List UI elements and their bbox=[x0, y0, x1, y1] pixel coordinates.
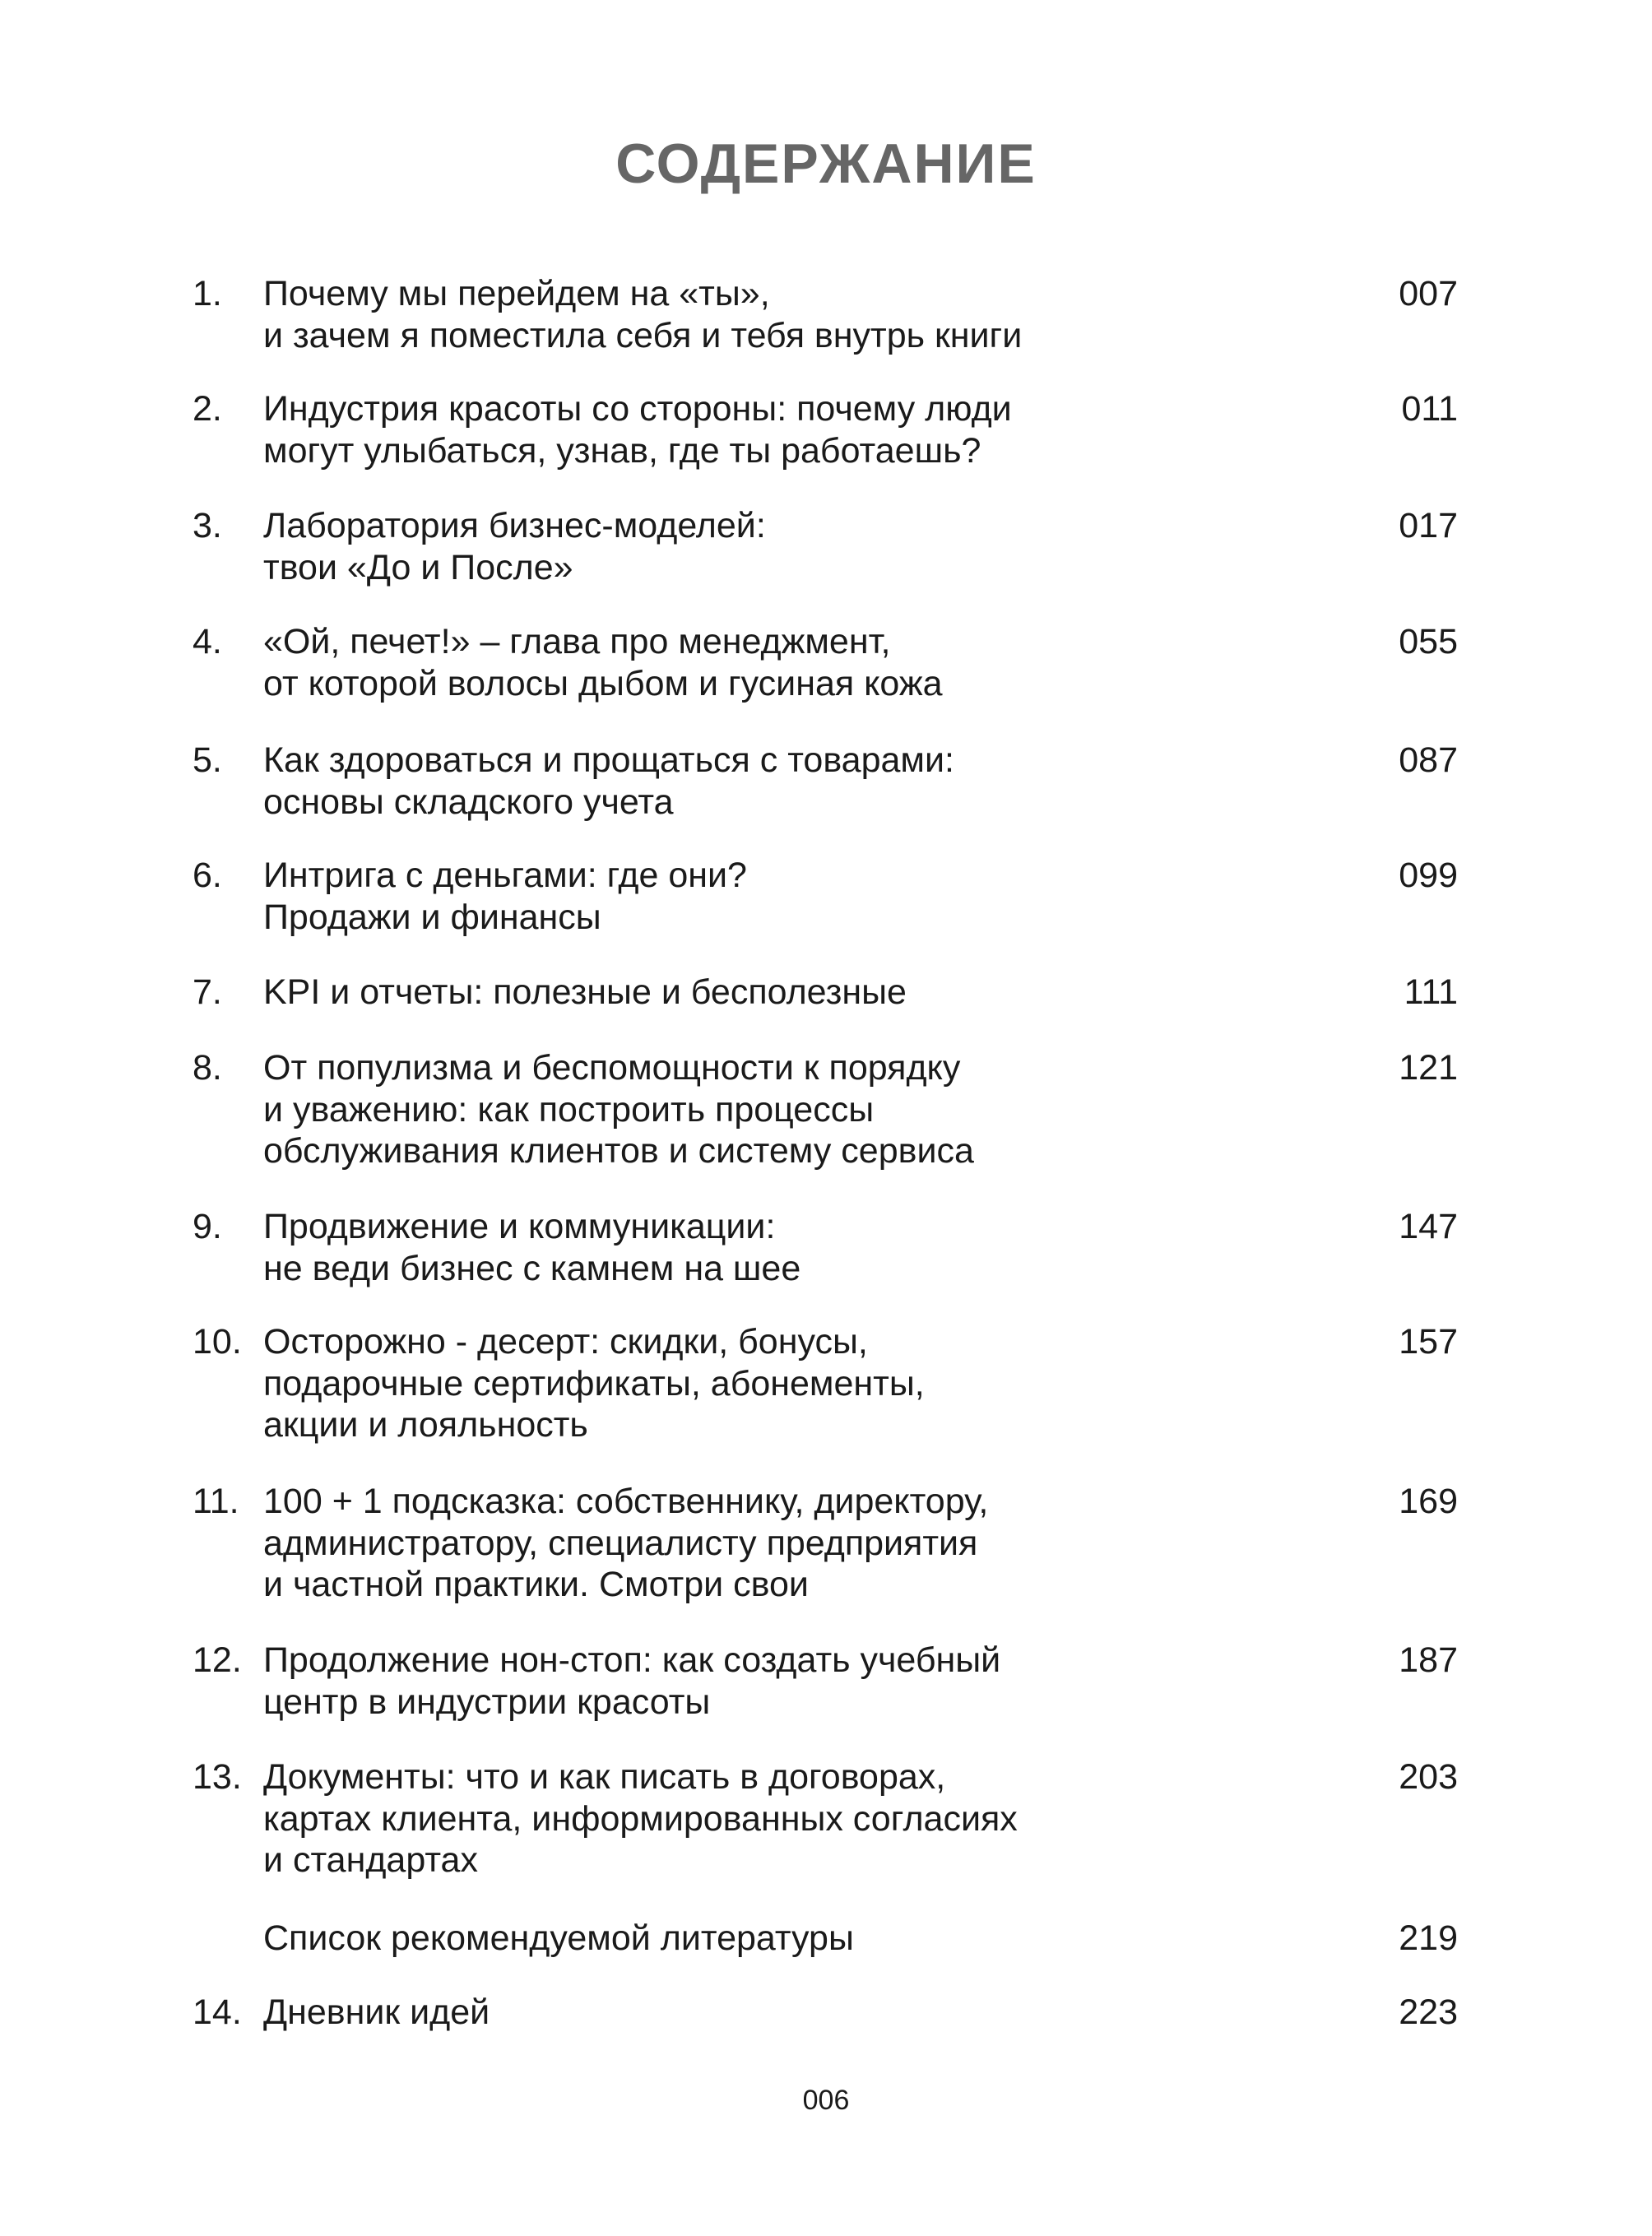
chapter-number: 6. bbox=[193, 856, 222, 895]
chapter-title bbox=[263, 1918, 1292, 1960]
chapter-title bbox=[263, 1992, 1292, 2034]
chapter-title bbox=[263, 740, 1292, 823]
chapter-title-line: и уважению: как построить процессы bbox=[263, 1089, 875, 1130]
chapter-title-line: от которой волосы дыбом и гусиная кожа bbox=[263, 663, 943, 703]
chapter-title bbox=[263, 388, 1292, 471]
chapter-page-number: 147 bbox=[1399, 1207, 1458, 1246]
chapter-title-line: KPI и отчеты: полезные и бесполезные bbox=[263, 972, 907, 1012]
chapter-page-number: 017 bbox=[1399, 506, 1458, 545]
chapter-number: 13. bbox=[193, 1757, 242, 1797]
chapter-number: 3. bbox=[193, 506, 222, 545]
chapter-title bbox=[263, 1756, 1292, 1881]
chapter-title bbox=[263, 1321, 1292, 1446]
chapter-page-number: 219 bbox=[1399, 1918, 1458, 1958]
chapter-title bbox=[263, 273, 1292, 356]
chapter-title bbox=[263, 1640, 1292, 1723]
chapter-title-line: Почему мы перейдем на «ты», bbox=[263, 274, 770, 313]
chapter-title-line: Лаборатория бизнес-моделей: bbox=[263, 506, 766, 545]
chapter-title-line: Продвижение и коммуникации: bbox=[263, 1207, 776, 1246]
chapter-title-line: центр в индустрии красоты bbox=[263, 1682, 711, 1722]
chapter-title-line: и частной практики. Смотри свои bbox=[263, 1565, 809, 1604]
chapter-number: 11. bbox=[193, 1482, 239, 1521]
chapter-number: 10. bbox=[193, 1322, 242, 1362]
chapter-page-number: 203 bbox=[1399, 1757, 1458, 1797]
chapter-number: 5. bbox=[193, 740, 222, 780]
chapter-title-line: подарочные сертификаты, абонементы, bbox=[263, 1363, 925, 1403]
chapter-number: 12. bbox=[193, 1640, 242, 1680]
chapter-number: 9. bbox=[193, 1207, 222, 1246]
chapter-title-line: Продажи и финансы bbox=[263, 897, 601, 937]
chapter-title-line: акции и лояльность bbox=[263, 1405, 588, 1445]
chapter-page-number: 055 bbox=[1399, 622, 1458, 661]
chapter-title-line: твои «До и После» bbox=[263, 547, 573, 587]
chapter-title-line: и зачем я поместила себя и тебя внутрь книги bbox=[263, 315, 1023, 355]
page-number: 006 bbox=[802, 2085, 850, 2116]
page-title: СОДЕРЖАНИЕ bbox=[615, 132, 1037, 195]
chapter-title-line: администратору, специалисту предприятия bbox=[263, 1523, 978, 1563]
chapter-title-line: Дневник идей bbox=[263, 1992, 490, 2032]
chapter-title bbox=[263, 1481, 1292, 1606]
chapter-title-line: От популизма и беспомощности к порядку bbox=[263, 1048, 961, 1088]
chapter-page-number: 157 bbox=[1399, 1322, 1458, 1362]
chapter-page-number: 087 bbox=[1399, 740, 1458, 780]
chapter-title-line: Интрига с деньгами: где они? bbox=[263, 856, 747, 895]
chapter-title bbox=[263, 855, 1292, 938]
chapter-page-number: 111 bbox=[1404, 972, 1458, 1012]
chapter-title-line: Осторожно - десерт: скидки, бонусы, bbox=[263, 1322, 868, 1362]
chapter-title-line: не веди бизнес с камнем на шее bbox=[263, 1248, 801, 1288]
chapter-title-line: могут улыбаться, узнав, где ты работаешь? bbox=[263, 430, 981, 471]
chapter-title bbox=[263, 1047, 1292, 1172]
chapter-title-line: Как здороваться и прощаться с товарами: bbox=[263, 740, 954, 780]
chapter-page-number: 121 bbox=[1399, 1048, 1458, 1088]
chapter-number: 4. bbox=[193, 622, 222, 661]
chapter-title-line: и стандартах bbox=[263, 1840, 478, 1880]
chapter-page-number: 223 bbox=[1399, 1992, 1458, 2032]
chapter-title-line: обслуживания клиентов и систему сервиса bbox=[263, 1131, 974, 1171]
chapter-title-line: 100 + 1 подсказка: собственнику, директору, bbox=[263, 1482, 989, 1521]
chapter-title-line: основы складского учета bbox=[263, 782, 674, 822]
chapter-number: 8. bbox=[193, 1048, 222, 1088]
chapter-title bbox=[263, 972, 1292, 1014]
chapter-number: 1. bbox=[193, 274, 222, 313]
chapter-page-number: 011 bbox=[1401, 389, 1458, 429]
chapter-number: 14. bbox=[193, 1992, 242, 2032]
chapter-title bbox=[263, 505, 1292, 588]
chapter-title bbox=[263, 621, 1292, 704]
chapter-page-number: 099 bbox=[1399, 856, 1458, 895]
chapter-number: 2. bbox=[193, 389, 222, 429]
chapter-title-line: Список рекомендуемой литературы bbox=[263, 1918, 854, 1958]
chapter-page-number: 187 bbox=[1399, 1640, 1458, 1680]
chapter-title-line: картах клиента, информированных согласиях bbox=[263, 1798, 1018, 1839]
chapter-title-line: Продолжение нон-стоп: как создать учебный bbox=[263, 1640, 1001, 1680]
chapter-title-line: «Ой, печет!» – глава про менеджмент, bbox=[263, 622, 891, 661]
chapter-title bbox=[263, 1206, 1292, 1289]
chapter-number: 7. bbox=[193, 972, 222, 1012]
chapter-title-line: Индустрия красоты со стороны: почему люди bbox=[263, 389, 1012, 429]
chapter-title-line: Документы: что и как писать в договорах, bbox=[263, 1757, 946, 1797]
chapter-page-number: 007 bbox=[1399, 274, 1458, 313]
chapter-page-number: 169 bbox=[1399, 1482, 1458, 1521]
